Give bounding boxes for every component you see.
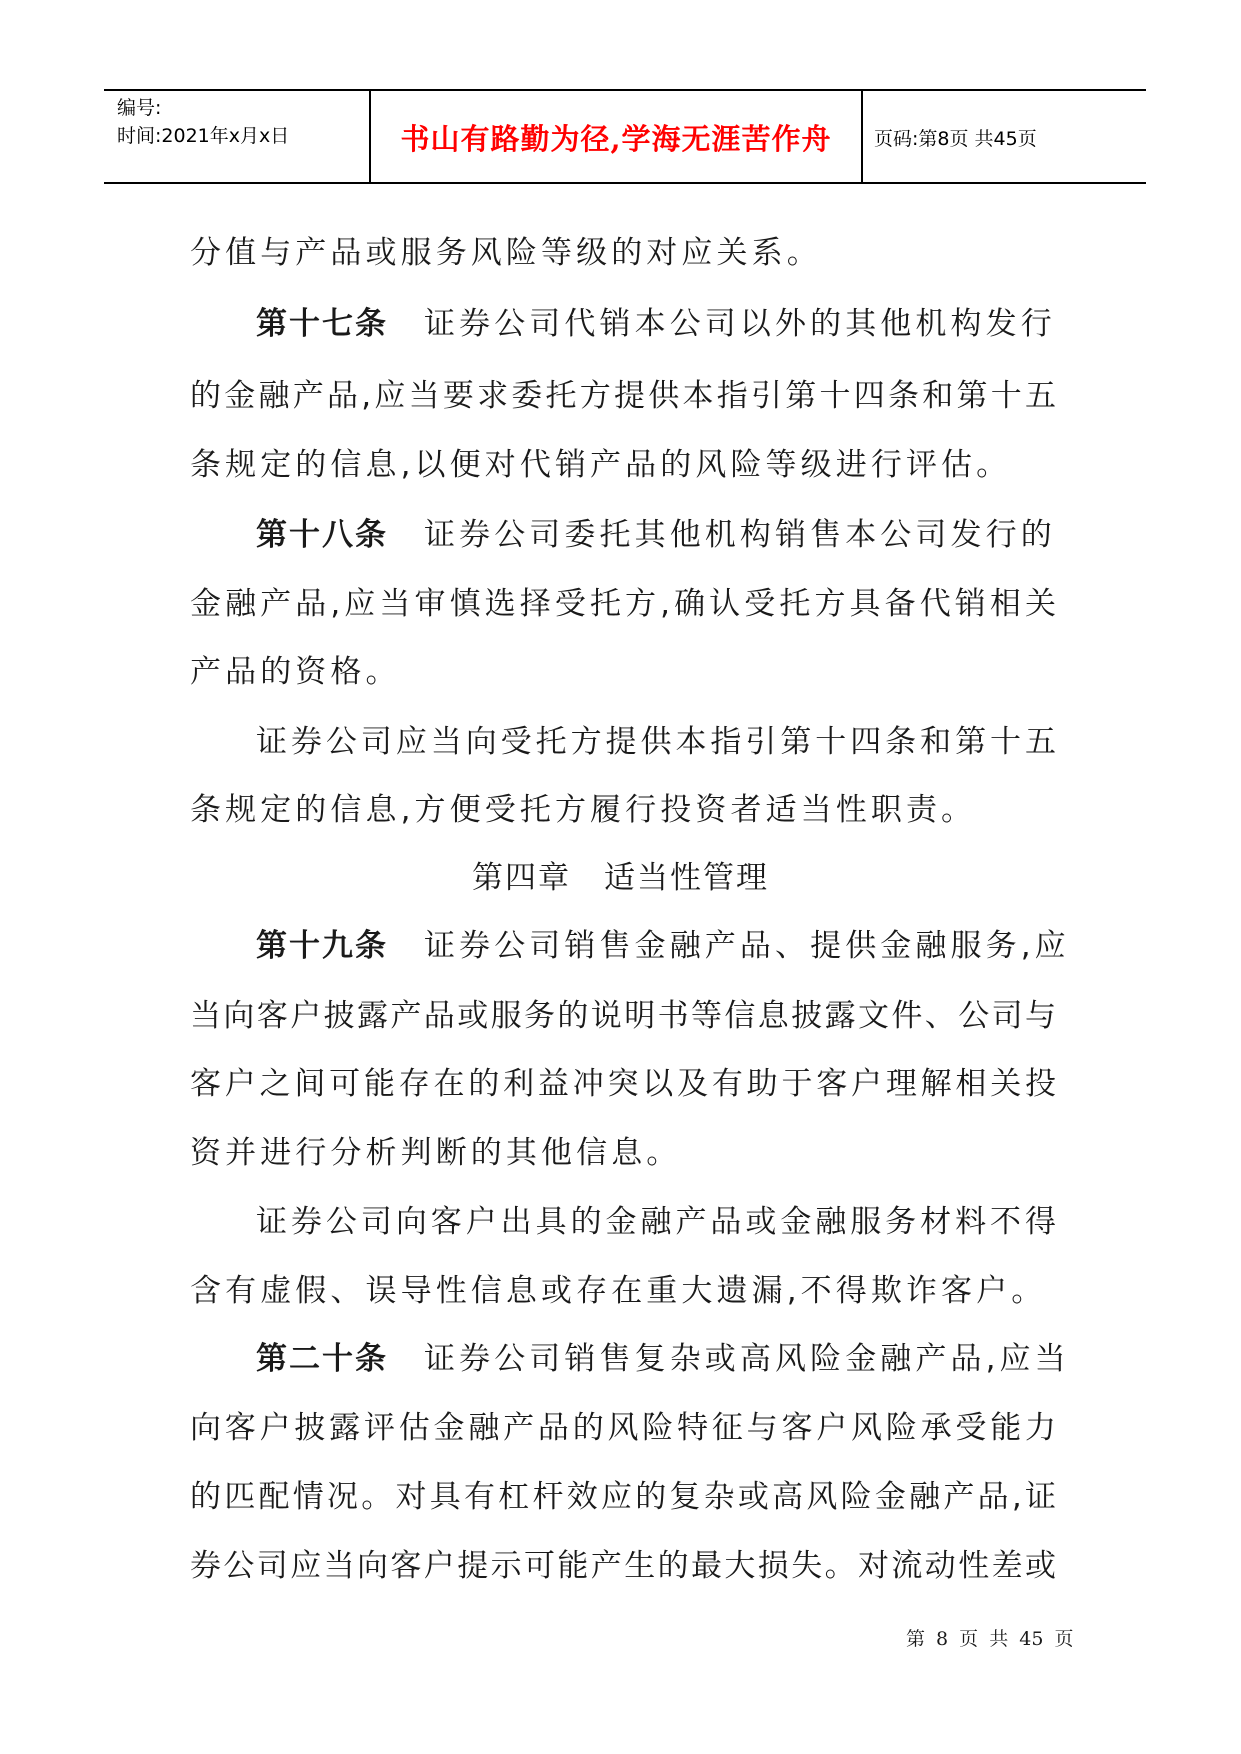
header-motto: 书山有路勤为径,学海无涯苦作舟 xyxy=(400,122,832,156)
paragraph-line: 向客户披露评估金融产品的风险特征与客户风险承受能力 xyxy=(190,1410,1056,1446)
paragraph-line: 证券公司向客户出具的金融产品或金融服务材料不得 xyxy=(256,1204,1056,1240)
header-bottom-rule xyxy=(104,182,1146,184)
paragraph-line: 当向客户披露产品或服务的说明书等信息披露文件、公司与 xyxy=(190,998,1056,1034)
paragraph-line: 含有虚假、误导性信息或存在重大遗漏,不得欺诈客户。 xyxy=(190,1273,1047,1309)
article-17-text: 证券公司代销本公司以外的其他机构发行 xyxy=(424,306,1056,342)
chapter-heading: 第四章 适当性管理 xyxy=(472,860,769,896)
header-divider-left xyxy=(369,89,371,184)
article-19-title: 第十九条 xyxy=(256,928,388,964)
article-18-line-1 xyxy=(256,510,1056,560)
paragraph-line: 产品的资格。 xyxy=(190,654,401,690)
article-19-text: 证券公司销售金融产品、提供金融服务,应 xyxy=(424,928,1070,964)
paragraph-line: 的金融产品,应当要求委托方提供本指引第十四条和第十五 xyxy=(190,378,1056,414)
header-number-label: 编号: xyxy=(117,97,162,119)
article-20-line-1 xyxy=(256,1334,1070,1384)
paragraph-line: 资并进行分析判断的其他信息。 xyxy=(190,1135,682,1171)
article-17-line-1 xyxy=(256,299,1056,349)
article-19-line-1 xyxy=(256,921,1070,971)
paragraph-line: 的匹配情况。对具有杠杆效应的复杂或高风险金融产品,证 xyxy=(190,1479,1056,1515)
article-17-title: 第十七条 xyxy=(256,306,388,342)
paragraph-line: 分值与产品或服务风险等级的对应关系。 xyxy=(190,235,822,271)
header-time-label: 时间:2021年x月x日 xyxy=(117,125,290,147)
header-page-label: 页码:第8页 共45页 xyxy=(874,128,1037,150)
article-18-text: 证券公司委托其他机构销售本公司发行的 xyxy=(424,517,1056,553)
header-divider-right xyxy=(861,89,863,184)
paragraph-line: 客户之间可能存在的利益冲突以及有助于客户理解相关投 xyxy=(190,1066,1056,1102)
paragraph-line: 券公司应当向客户提示可能产生的最大损失。对流动性差或 xyxy=(190,1548,1056,1584)
article-20-title: 第二十条 xyxy=(256,1341,388,1377)
paragraph-line: 金融产品,应当审慎选择受托方,确认受托方具备代销相关 xyxy=(190,586,1056,622)
header-meta xyxy=(117,94,289,150)
paragraph-line: 条规定的信息,以便对代销产品的风险等级进行评估。 xyxy=(190,447,1012,483)
article-18-title: 第十八条 xyxy=(256,517,388,553)
header-top-rule xyxy=(104,89,1146,91)
article-20-text: 证券公司销售复杂或高风险金融产品,应当 xyxy=(424,1341,1070,1377)
paragraph-line: 条规定的信息,方便受托方履行投资者适当性职责。 xyxy=(190,792,977,828)
footer-page-number: 第 8 页 共 45 页 xyxy=(906,1628,1074,1650)
paragraph-line: 证券公司应当向受托方提供本指引第十四条和第十五 xyxy=(256,724,1056,760)
